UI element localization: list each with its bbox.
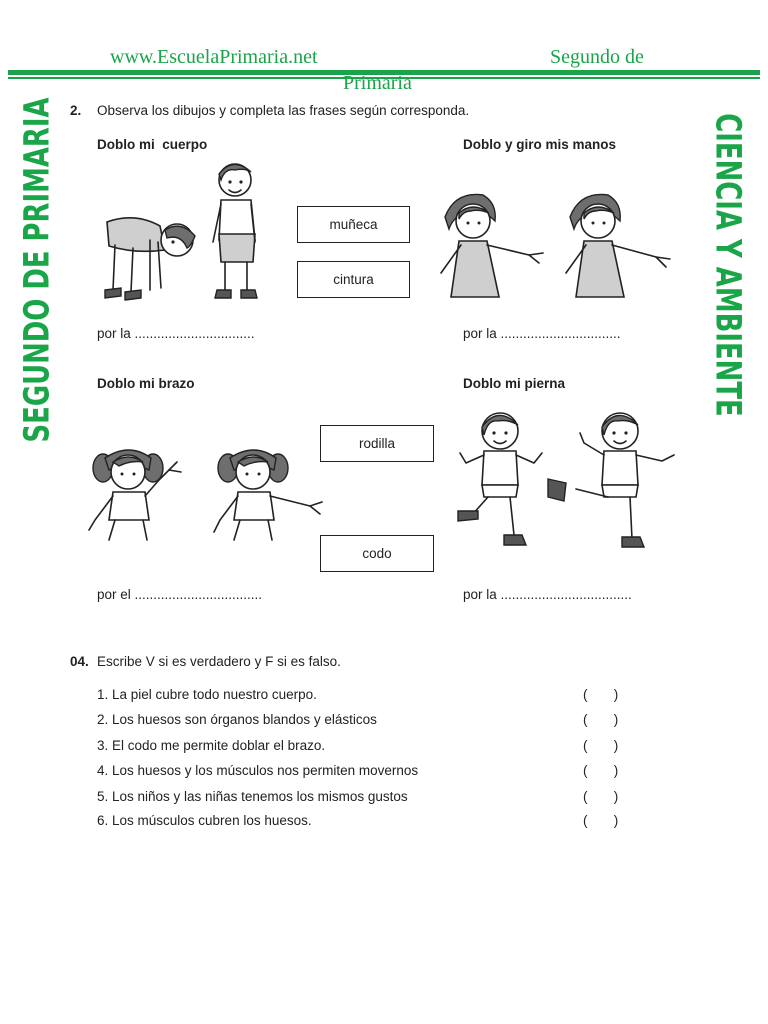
tf-answer-slot-2: ( ) bbox=[583, 712, 619, 727]
grade-header-line1: Segundo de bbox=[550, 46, 644, 68]
illustration-boys-leg bbox=[452, 405, 682, 555]
right-side-banner: CIENCIA Y AMBIENTE bbox=[707, 113, 748, 417]
tf-statement-5: 5. Los niños y las niñas tenemos los mismos gustos bbox=[97, 789, 408, 804]
exercise-2-number: 2. bbox=[70, 103, 82, 118]
panel-title-hands: Doblo y giro mis manos bbox=[463, 137, 617, 152]
tf-answer-slot-1: ( ) bbox=[583, 687, 619, 702]
tf-answer-slot-6: ( ) bbox=[583, 813, 619, 828]
exercise-4-number: 04. bbox=[70, 654, 89, 669]
illustration-girls-arm bbox=[85, 440, 330, 550]
tf-statement-2: 2. Los huesos son órganos blandos y elásticos bbox=[97, 712, 377, 727]
panel-answer-hands: por la ................................ bbox=[463, 326, 621, 341]
exercise-4-instruction: Escribe V si es verdadero y F si es falso. bbox=[97, 654, 341, 669]
website-header: www.EscuelaPrimaria.net bbox=[110, 46, 318, 68]
grade-header-line2: Primaria bbox=[343, 72, 412, 94]
illustration-girls-hands bbox=[435, 185, 685, 310]
panel-answer-leg: por la ................................... bbox=[463, 587, 632, 602]
word-box-rodilla: rodilla bbox=[320, 425, 434, 462]
tf-answer-slot-3: ( ) bbox=[583, 738, 619, 753]
illustration-boy-bending bbox=[95, 150, 265, 310]
left-side-banner: SEGUNDO DE PRIMARIA bbox=[17, 97, 58, 443]
tf-statement-4: 4. Los huesos y los músculos nos permiten movernos bbox=[97, 763, 419, 778]
panel-title-arm: Doblo mi brazo bbox=[97, 376, 195, 391]
panel-answer-arm: por el .................................. bbox=[97, 587, 263, 602]
tf-answer-slot-4: ( ) bbox=[583, 763, 619, 778]
tf-statement-3: 3. El codo me permite doblar el brazo. bbox=[97, 738, 326, 753]
word-box-cintura: cintura bbox=[297, 261, 410, 298]
tf-statement-1: 1. La piel cubre todo nuestro cuerpo. bbox=[97, 687, 317, 702]
exercise-2-instruction: Observa los dibujos y completa las frases según corresponda. bbox=[97, 103, 470, 118]
panel-title-body: Doblo mi cuerpo bbox=[97, 137, 208, 152]
word-box-codo: codo bbox=[320, 535, 434, 572]
tf-statement-6: 6. Los músculos cubren los huesos. bbox=[97, 813, 312, 828]
word-box-muneca: muñeca bbox=[297, 206, 410, 243]
panel-title-leg: Doblo mi pierna bbox=[463, 376, 566, 391]
panel-answer-body: por la ................................ bbox=[97, 326, 255, 341]
tf-answer-slot-5: ( ) bbox=[583, 789, 619, 804]
